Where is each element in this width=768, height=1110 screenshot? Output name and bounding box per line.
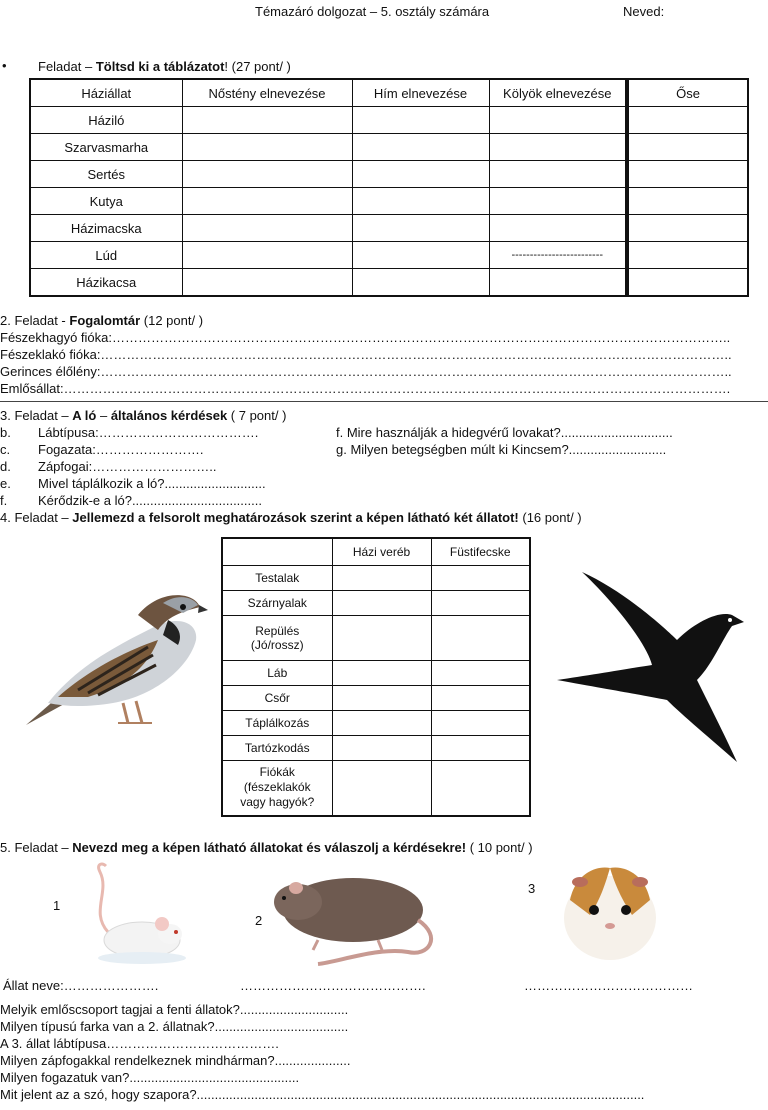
table-header-row [222, 538, 530, 565]
animal-number-label: 1 [53, 898, 61, 913]
bird-comparison-table [221, 537, 531, 817]
answer-cell[interactable] [627, 107, 748, 134]
col-header: Házi veréb [332, 538, 431, 565]
row-label: Házimacska [30, 215, 182, 242]
answer-cell[interactable] [332, 735, 431, 760]
answer-cell[interactable] [352, 107, 489, 134]
answer-cell[interactable] [332, 660, 431, 685]
task3-heading [0, 408, 286, 423]
table-household-animals [29, 78, 749, 297]
task3-mid: – [96, 408, 111, 423]
swallow-image [552, 570, 748, 765]
task1-prefix: Feladat – [38, 59, 96, 74]
sparrow-image [18, 585, 208, 735]
task2-bold: Fogalomtár [69, 313, 141, 328]
answer-cell[interactable] [332, 760, 431, 816]
answer-cell[interactable] [352, 269, 489, 297]
row-label: Láb [222, 660, 332, 685]
question-letter: f. [0, 493, 8, 508]
answer-cell[interactable] [431, 590, 530, 615]
question-item[interactable]: Milyen zápfogakkal rendelkeznek mindhárman?..................... [0, 1053, 351, 1068]
table-row [222, 710, 530, 735]
col-header [222, 538, 332, 565]
task5-bold: Nevezd meg a képen látható állatokat és válaszolj a kérdésekre! [72, 840, 467, 855]
answer-cell[interactable] [352, 215, 489, 242]
question-item[interactable]: Milyen típusú farka van a 2. állatnak?..................................... [0, 1019, 349, 1034]
col-header: Füstifecske [431, 538, 530, 565]
definition-line[interactable]: Emlősállat:………………………………………………………………………………………………………………………………………. [0, 381, 731, 396]
answer-cell[interactable] [332, 710, 431, 735]
answer-cell[interactable] [489, 134, 627, 161]
table-row [222, 590, 530, 615]
question-item[interactable]: Fogazata:……………………. [38, 442, 204, 457]
row-label: Lúd [30, 242, 182, 269]
task5-suffix: ( 10 pont/ ) [466, 840, 533, 855]
table-row [30, 188, 748, 215]
definition-line[interactable]: Fészekhagyó fióka:…………………………………………………………………………………………………………………………….. [0, 330, 731, 345]
answer-cell[interactable] [489, 161, 627, 188]
answer-cell[interactable] [627, 161, 748, 188]
answer-cell[interactable] [332, 565, 431, 590]
table-row [30, 134, 748, 161]
row-label: Fiókák (fészeklakók vagy hagyók? [222, 760, 332, 816]
animal-number-label: 2 [255, 913, 263, 928]
blocked-cell: ------------------------- [489, 242, 627, 269]
table-row [30, 269, 748, 297]
col-header: Kölyök elnevezése [489, 79, 627, 107]
answer-cell[interactable] [182, 107, 352, 134]
row-label: Szarvasmarha [30, 134, 182, 161]
table-row [222, 615, 530, 660]
row-label: Csőr [222, 685, 332, 710]
task3-prefix: 3. Feladat – [0, 408, 73, 423]
definition-line[interactable]: Gerinces élőlény:……………………………………………………………………………………………………………………………….. [0, 364, 732, 379]
question-item[interactable]: Lábtípusa:………………………………. [38, 425, 259, 440]
question-letter: b. [0, 425, 11, 440]
col-header: Háziállat [30, 79, 182, 107]
answer-cell[interactable] [182, 134, 352, 161]
task2-prefix: 2. Feladat - [0, 313, 70, 328]
question-item[interactable]: f. Mire használják a hidegvérű lovakat?............................... [336, 425, 673, 440]
task5-prefix: 5. Feladat – [0, 840, 73, 855]
rat-image [258, 862, 448, 967]
answer-cell[interactable] [182, 188, 352, 215]
row-label: Tartózkodás [222, 735, 332, 760]
question-letter: e. [0, 476, 11, 491]
table-row [222, 760, 530, 816]
answer-cell[interactable] [352, 161, 489, 188]
answer-cell[interactable] [627, 242, 748, 269]
task2-heading [0, 313, 203, 328]
name-label: Neved: [623, 4, 665, 19]
table-row [30, 161, 748, 188]
answer-cell[interactable] [182, 269, 352, 297]
answer-cell[interactable] [431, 565, 530, 590]
answer-cell[interactable] [489, 269, 627, 297]
answer-cell[interactable] [332, 615, 431, 660]
row-label: Táplálkozás [222, 710, 332, 735]
table-row [222, 565, 530, 590]
animal-number-label: 3 [528, 881, 536, 896]
col-header: Őse [627, 79, 748, 107]
task4-bold: Jellemezd a felsorolt meghatározások szerint a képen látható két állatot! [72, 510, 519, 525]
answer-cell[interactable] [352, 188, 489, 215]
answer-cell[interactable] [182, 242, 352, 269]
col-header: Hím elnevezése [352, 79, 489, 107]
answer-cell[interactable] [332, 685, 431, 710]
answer-cell[interactable] [627, 269, 748, 297]
answer-cell[interactable] [352, 242, 489, 269]
task2-suffix: (12 pont/ ) [140, 313, 204, 328]
guinea-pig-image [560, 860, 660, 962]
task1-heading [38, 59, 291, 74]
answer-cell[interactable] [489, 215, 627, 242]
table-row [222, 685, 530, 710]
question-item[interactable]: Zápfogai:……………………….. [38, 459, 217, 474]
animal-name-field-2[interactable]: ……………………………………. [240, 978, 426, 993]
table-row [30, 242, 748, 269]
question-item[interactable]: A 3. állat lábtípusa…………………………………. [0, 1036, 279, 1051]
table-row [30, 215, 748, 242]
question-item[interactable]: Milyen fogazatuk van?............................................... [0, 1070, 300, 1085]
task3-bold1: A ló [72, 408, 97, 423]
col-header: Nőstény elnevezése [182, 79, 352, 107]
answer-cell[interactable] [431, 760, 530, 816]
answer-cell[interactable] [431, 660, 530, 685]
answer-cell[interactable] [627, 215, 748, 242]
question-item[interactable]: Melyik emlőscsoport tagjai a fenti állatok?.............................. [0, 1002, 349, 1017]
table-row [222, 735, 530, 760]
bullet: • [2, 58, 7, 73]
answer-cell[interactable] [627, 188, 748, 215]
question-letter: c. [0, 442, 11, 457]
row-label: Sertés [30, 161, 182, 188]
answer-cell[interactable] [431, 685, 530, 710]
question-item[interactable]: g. Milyen betegségben múlt ki Kincsem?........................... [336, 442, 667, 457]
row-label: Szárnyalak [222, 590, 332, 615]
question-item[interactable]: Kérődzik-e a ló?.................................... [38, 493, 262, 508]
question-item[interactable]: Mivel táplálkozik a ló?............................ [38, 476, 266, 491]
definition-line[interactable]: Fészeklakó fióka:……………………………………………………………………………………………………………………………….. [0, 347, 732, 362]
answer-cell[interactable] [627, 134, 748, 161]
task5-heading [0, 840, 533, 855]
task1-suffix: ! (27 pont/ ) [224, 59, 291, 74]
task4-suffix: (16 pont/ ) [518, 510, 582, 525]
table-row [222, 660, 530, 685]
row-label: Házikacsa [30, 269, 182, 297]
answer-cell[interactable] [489, 107, 627, 134]
answer-cell[interactable] [431, 735, 530, 760]
row-label: Háziló [30, 107, 182, 134]
answer-cell[interactable] [489, 188, 627, 215]
answer-cell[interactable] [352, 134, 489, 161]
table-header-row [30, 79, 748, 107]
answer-cell[interactable] [431, 710, 530, 735]
task3-suffix: ( 7 pont/ ) [227, 408, 287, 423]
answer-cell[interactable] [182, 161, 352, 188]
row-label: Kutya [30, 188, 182, 215]
row-label: Testalak [222, 565, 332, 590]
answer-cell[interactable] [431, 615, 530, 660]
animal-name-field-3[interactable]: ………………………………… [524, 978, 693, 993]
task3-bold2: általános kérdések [110, 408, 228, 423]
task4-heading [0, 510, 582, 525]
answer-cell[interactable] [182, 215, 352, 242]
answer-cell[interactable] [332, 590, 431, 615]
table-row [30, 107, 748, 134]
question-letter: d. [0, 459, 11, 474]
animal-name-field-1[interactable]: Állat neve:…………………. [3, 978, 159, 993]
task1-bold: Töltsd ki a táblázatot [95, 59, 225, 74]
question-item[interactable]: Mit jelent az a szó, hogy szapora?............................................................................................................................ [0, 1087, 645, 1102]
document-title: Témazáró dolgozat – 5. osztály számára [255, 4, 490, 19]
section-divider [0, 401, 768, 402]
task4-prefix: 4. Feladat – [0, 510, 73, 525]
mouse-image [70, 862, 190, 970]
row-label: Repülés (Jó/rossz) [222, 615, 332, 660]
